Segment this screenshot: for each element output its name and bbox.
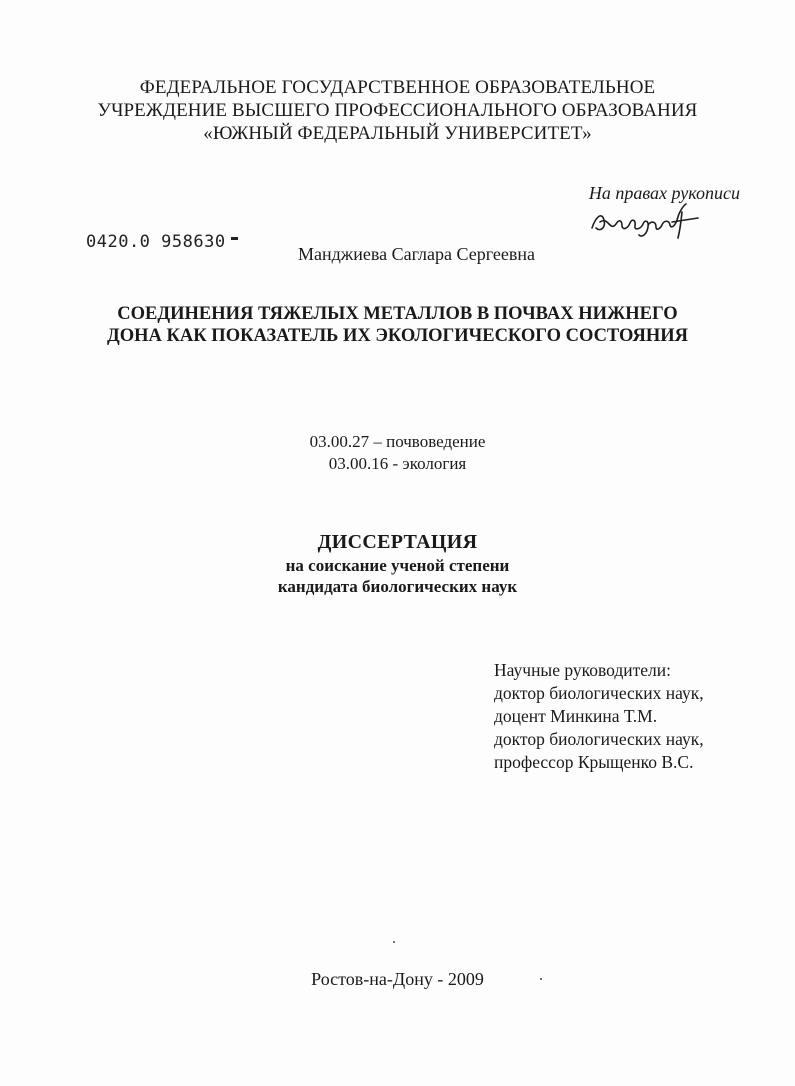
specialty-line: 03.00.27 – почвоведение	[309, 432, 486, 451]
degree-line: на соискание ученой степени	[285, 556, 510, 575]
institution-line: «ЮЖНЫЙ ФЕДЕРАЛЬНЫЙ УНИВЕРСИТЕТ»	[203, 123, 592, 144]
supervisors-line: доктор биологических наук,	[494, 729, 704, 749]
dissertation-title	[0, 303, 795, 347]
institution-line: УЧРЕЖДЕНИЕ ВЫСШЕГО ПРОФЕССИОНАЛЬНОГО ОБРАЗОВАНИЯ	[97, 100, 698, 121]
title-line: СОЕДИНЕНИЯ ТЯЖЕЛЫХ МЕТАЛЛОВ В ПОЧВАХ НИЖНЕГО	[117, 304, 678, 324]
scan-speck	[393, 941, 395, 943]
city-year-footer: Ростов-на-Дону - 2009	[311, 969, 484, 989]
specialty-codes	[0, 431, 795, 475]
institution-header	[0, 76, 795, 145]
title-line: ДОНА КАК ПОКАЗАТЕЛЬ ИХ ЭКОЛОГИЧЕСКОГО СОСТОЯНИЯ	[107, 326, 688, 346]
document-type: ДИССЕРТАЦИЯ	[317, 531, 478, 553]
supervisors-line: доцент Минкина Т.М.	[494, 706, 658, 726]
supervisors-line: профессор Крыщенко В.С.	[494, 752, 694, 772]
archive-number: 0420.0 958630	[86, 232, 226, 252]
institution-line: ФЕДЕРАЛЬНОЕ ГОСУДАРСТВЕННОЕ ОБРАЗОВАТЕЛЬНОЕ	[139, 77, 656, 98]
handwritten-signature	[586, 198, 706, 242]
author-name: Манджиева Саглара Сергеевна	[298, 244, 535, 264]
supervisors-line: Научные руководители:	[494, 660, 671, 680]
manuscript-note: На правах рукописи	[588, 183, 740, 203]
archive-dash	[231, 237, 238, 240]
specialty-line: 03.00.16 - экология	[328, 454, 467, 473]
supervisors-block	[494, 659, 704, 774]
degree-statement	[0, 555, 795, 597]
degree-line: кандидата биологических наук	[277, 577, 518, 596]
supervisors-line: доктор биологических наук,	[494, 683, 704, 703]
